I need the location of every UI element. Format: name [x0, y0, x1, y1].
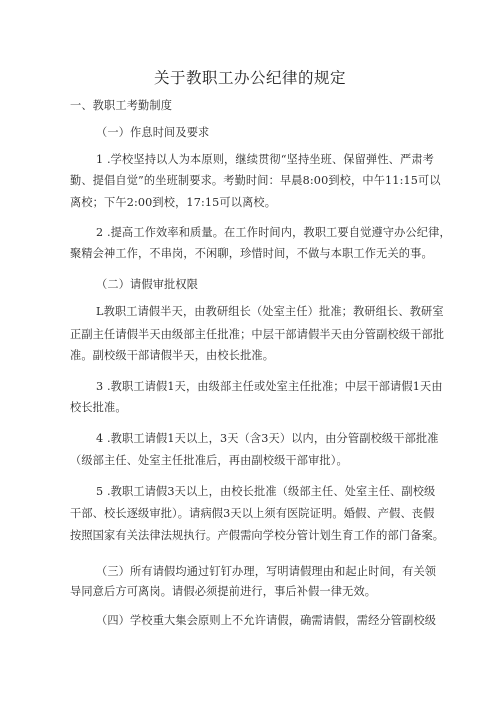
paragraph-line: 5 .教职工请假3天以上，由校长批准（级部主任、处室主任、副校级 — [96, 485, 436, 498]
paragraph-line: 聚精会神工作，不串岗，不闲聊，珍惜时间，不做与本职工作无关的事。 — [70, 247, 433, 260]
document-title: 关于教职工办公纪律的规定 — [153, 69, 346, 87]
paragraph-line: （四）学校重大集会原则上不允许请假，确需请假，需经分管副校级 — [96, 614, 437, 627]
paragraph-line: （级部主任、处室主任批准后，再由副校级干部审批）。 — [70, 454, 348, 467]
paragraph-line: 4 .教职工请假1天以上，3天（含3天）以内，由分管副校级干部批准 — [96, 432, 439, 445]
paragraph-line: 正副主任请假半天由级部主任批准；中层干部请假半天由分管副校级干部批 — [70, 328, 445, 341]
section-heading: 一、教职工考勤制度 — [70, 99, 173, 112]
subsection-heading: （一）作息时间及要求 — [96, 126, 210, 139]
paragraph-line: 导同意后方可离岗。请假必须提前进行，事后补假一律无效。 — [70, 585, 377, 598]
paragraph-line: 2 .提高工作效率和质量。在工作时间内，教职工要自觉遵守办公纪律， — [96, 226, 451, 239]
paragraph-line: L教职工请假半天，由教研组长（处室主任）批准；教研组长、教研室 — [96, 305, 444, 318]
paragraph-line: 勤、提倡自觉”的坐班制要求。考勤时间：早晨8:00到校，中午11:15可以 — [70, 174, 441, 187]
paragraph-line: 1 .学校坚持以人为本原则，继续贯彻“坚持坐班、保留弹性、严肃考 — [96, 153, 435, 166]
paragraph-line: 离校；下午2:00到校，17:15可以离校。 — [70, 196, 277, 209]
paragraph-line: 按照国家有关法律法规执行。产假需向学校分管计划生育工作的部门备案。 — [70, 529, 445, 542]
subsection-heading: （二）请假审批权限 — [96, 278, 199, 291]
paragraph-line: 准。副校级干部请假半天，由校长批准。 — [70, 349, 275, 362]
paragraph-line: 3 .教职工请假1天，由级部主任或处室主任批准；中层干部请假1天由 — [96, 380, 443, 393]
paragraph-line: 校长批准。 — [70, 401, 127, 414]
paragraph-line: 干部、校长逐级审批）。请病假3天以上须有医院证明。婚假、产假、丧假 — [70, 507, 435, 520]
paragraph-line: （三）所有请假均通过钉钉办理，写明请假理由和起止时间，有关领 — [96, 565, 437, 578]
